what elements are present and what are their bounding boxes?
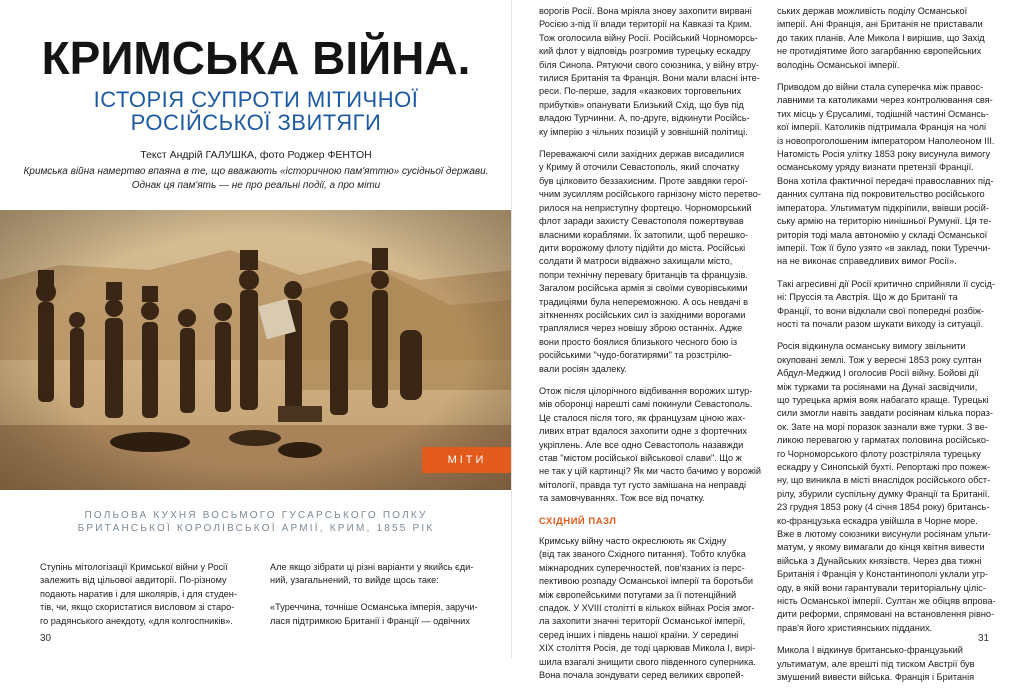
body-column-3 xyxy=(539,5,762,692)
body-line: ливих втрат вдалося захопити одне з фортечних xyxy=(539,426,748,437)
body-line: не протидіятиме його загарбанню європейських xyxy=(777,46,982,57)
body-line: із новопроголошеним імператором Наполеоном III. xyxy=(777,135,995,146)
page-number-right: 31 xyxy=(978,633,990,644)
body-line: Росією з-під її влади території на Кавказі та Крим. xyxy=(539,19,752,30)
body-line: кий флот у відповідь розгромив турецьку ескадру xyxy=(539,46,751,57)
photo-caption-line-1: ПОЛЬОВА КУХНЯ ВОСЬМОГО ГУСАРСЬКОГО ПОЛКУ xyxy=(84,510,428,521)
body-line: Кримську війну часто окреслюють як Східну xyxy=(539,536,727,547)
body-line: чним зусиллям російського гарнізону місто перетво- xyxy=(539,189,761,200)
body-line: прав'я його християнських підданих. xyxy=(777,622,933,633)
body-line: у Криму й оточили Севастополь, який спочатку xyxy=(539,162,740,173)
section-heading: СХІДНИЙ ПАЗЛ xyxy=(539,515,617,527)
body-line: дити реформи, спрямовані на встановлення рівно- xyxy=(777,609,995,620)
body-line: Це сталося після того, як французам ціною жах- xyxy=(539,412,746,423)
body-line: не так у цій картинці? Як ми часто бачимо у ворожій xyxy=(539,466,762,477)
body-line: змушений вивести війська. Франція і Британія xyxy=(777,672,975,683)
body-line: ку імперію з чільних позицій у зовнішній політиці. xyxy=(539,126,748,137)
lead-line-1: Кримська війна намертво впаяна в те, що вважають «історичною пам'яттю» сусідньої держави. xyxy=(23,166,489,177)
historical-photo xyxy=(0,210,512,490)
body-line: вони просто боялися близького чесного бою із xyxy=(539,336,738,347)
body-line: ний, узагальнений, то вийде щось таке: xyxy=(270,575,439,586)
body-line: рілу, збурили суспільну думку Франції та Британії. xyxy=(777,488,990,499)
body-line: між європейськими потугами за її потенційний xyxy=(539,589,737,600)
body-line: та замовчуваннях. Тож все від початку. xyxy=(539,493,705,504)
body-line xyxy=(270,588,475,601)
left-page xyxy=(0,0,512,658)
paragraph xyxy=(777,81,995,269)
body-line: залежить від цільової авдиторії. По-різному xyxy=(40,575,227,586)
body-line: ності та почали разом шукати виходу із ситуації. xyxy=(777,318,984,329)
body-line: ні: Пруссія та Австрія. Що ж до Британії та xyxy=(777,292,958,303)
body-line: дити ворожому флоту підійти до міста. Російські xyxy=(539,242,746,253)
body-line: серед інших і південь нашої країни. У середині xyxy=(539,629,739,640)
body-line: ських держав можливість поділу Османської xyxy=(777,6,968,16)
body-line: ультиматум, але врешті під тиском Австрії був xyxy=(777,658,975,669)
body-line: Такі агресивні дії Росії критично сприйняли її сусід- xyxy=(777,278,995,289)
body-line: окуповані землі. Тож у вересні 1853 року султан xyxy=(777,354,982,365)
body-line: пективою розпаду Османської імперії та боротьби xyxy=(539,576,753,587)
body-line: що турецька армія вояк набагато краще. Турецькі xyxy=(777,394,989,405)
body-line: 23 грудня 1853 року (4 січня 1854 року) британсь- xyxy=(777,502,990,513)
body-line: вали росіян здалеку. xyxy=(539,363,627,374)
body-line: попри технічну перевагу британців та французів. xyxy=(539,269,748,280)
body-line: мів оборонці нарешті самі покинули Севастополь. xyxy=(539,399,753,410)
body-line: рилося на неприступну фортецю. Чорноморський xyxy=(539,202,752,213)
body-line: Абдул-Меджид I оголосив Росії війну. Бойові дії xyxy=(777,368,979,379)
body-line: матум, у якому вимагали до кінця квітня вивести xyxy=(777,542,985,553)
body-line: Вже в лютому союзники висунули росіянам ульти- xyxy=(777,529,991,540)
paragraph xyxy=(777,278,995,332)
body-line: Ступінь мітологізації Кримської війни у Росії xyxy=(40,562,228,572)
body-line: тів, чи, якщо скористатися висловом зі старо- xyxy=(40,602,235,613)
body-line: на не виконає справедливих вимог Росії». xyxy=(777,256,957,267)
paragraph xyxy=(539,535,756,682)
paragraph xyxy=(777,340,996,635)
body-line: XIX століття Росія, де тоді царював Микола I, вирі- xyxy=(539,643,756,654)
page-number-left: 30 xyxy=(40,633,52,644)
body-line: Микола I відкинув британсько-французький xyxy=(777,645,963,656)
body-line: спадок. У XVIII столітті в кількох війнах Росія змог- xyxy=(539,603,755,614)
body-line: Тож оголосила війну Росії. Російський Чорноморсь- xyxy=(539,32,758,43)
paragraph xyxy=(539,385,762,506)
lead-line-2: Однак ця пам'ять — не про реальні події, а про міти xyxy=(131,180,381,191)
body-line: імперії. Ані Франція, ані Британія не приставали xyxy=(777,19,983,30)
body-line: прибутків» опанувати Близький Схід, що був під xyxy=(539,99,744,110)
body-line: імператора. Ультиматум підкріпили, ввівши росій- xyxy=(777,202,989,213)
body-line: флот заради захисту Севастополя пожертвував xyxy=(539,216,744,227)
body-line: став "містом російської військової слави". Що ж xyxy=(539,453,742,463)
body-line: ність Османської імперії. Султан же обіцяв впрова- xyxy=(777,596,996,607)
body-line: го Чорноморського флоту розстріляла турецьку xyxy=(777,448,981,459)
body-line: солдати й матроси відважно захищали місто, xyxy=(539,256,733,267)
body-line: ну, що виникла в місті внаслідок російського обст- xyxy=(777,475,991,486)
body-line: го радянського анекдоту, «для колгоспників». xyxy=(40,615,233,626)
body-line: до таких планів. Але Микола I вирішив, що Захід xyxy=(777,32,985,43)
body-line: тих місць у Єрусалимі, тодішній частині Османсь- xyxy=(777,108,989,119)
photo-caption-line-2: БРИТАНСЬКОЇ КОРОЛІВСЬКОЇ АРМІЇ, КРИМ, 1855 РІК xyxy=(77,523,435,534)
body-column-1 xyxy=(40,561,236,628)
body-line: ескадру у Синопській бухті. Репортажі про пожеж- xyxy=(777,462,991,472)
body-line: ла захопити значні території Османської імперії, xyxy=(539,616,746,627)
body-line: ликою перевагою у гарматах половина російсько- xyxy=(777,435,990,446)
body-line: Британія і Франція у Константинополі уклали угр- xyxy=(777,569,989,580)
paragraph xyxy=(539,148,761,376)
body-line: Загалом російська армія зі своїми суворівськими xyxy=(539,283,748,294)
body-line: лася підтримкою Британії і Франції — одвічних xyxy=(270,615,470,626)
body-line: кої імперії. Католиків підтримала Франція на чолі xyxy=(777,122,987,133)
body-line: владою Турчинни. А, по-друге, відкинути Російсь- xyxy=(539,113,750,124)
body-line: імперії. Тож її було узято «в заклад, поки Туреччи- xyxy=(777,242,991,253)
body-line: риторія тоді мала автономію у складі Османської xyxy=(777,229,988,240)
body-line: Вона хотіла фактичної передачі православних під- xyxy=(777,175,994,186)
body-line: Вона почала зондувати серед великих європей- xyxy=(539,670,744,681)
body-line: тилися Британія та Франція. Вони мали власні інте- xyxy=(539,73,760,84)
body-line: між турками та росіянами на Дунаї засвідчили, xyxy=(777,381,978,392)
body-line: «Туреччина, точніше Османська імперія, заручи- xyxy=(270,602,478,613)
body-line: траплялися через новішу зброю останніх. Адже xyxy=(539,323,743,334)
body-line: війська з Дунайських князівств. Через два тижні xyxy=(777,555,982,566)
body-column-4 xyxy=(777,5,996,694)
body-line: османському уряду визнати претензії Франції. xyxy=(777,162,974,173)
body-line: біля Синопа. Рятуючи свого союзника, у війну втру- xyxy=(539,59,760,70)
body-line: мітології, правда тут густо замішана на неправді xyxy=(539,479,747,490)
body-line: ську армію на територію нинішньої Румунії. Ця те- xyxy=(777,216,992,227)
body-line: лавними та католиками через контролювання свя- xyxy=(777,95,993,106)
body-column-2 xyxy=(270,561,478,628)
body-line: реси. По-перше, задля «казкових торговельних xyxy=(539,86,742,97)
right-page xyxy=(512,0,1024,683)
body-line: власними кораблями. Їх затопили, щоб перешко- xyxy=(539,229,749,240)
body-line: Росія відкинула османську вимогу звільнити xyxy=(777,341,966,352)
body-line: данних султана під покровительство російського xyxy=(777,189,985,200)
body-line: російськими "чудо-богатирями" та розстрілю- xyxy=(539,350,732,361)
body-line: Приводом до війни стала суперечка між правос- xyxy=(777,82,984,93)
paragraph xyxy=(539,5,760,139)
body-line: сили змогли навіть завдати росіянам кілька пораз- xyxy=(777,408,993,419)
body-line: ок. Зате на морі поразок зазнали вже турки. З ве- xyxy=(777,421,988,432)
body-line: міжнародних суперечностей, пов'язаних із перс- xyxy=(539,562,745,573)
body-line: Натомість Росія улітку 1853 року висунула вимогу xyxy=(777,149,991,160)
body-line: ко-французька ескадра увійшла в Чорне море. xyxy=(777,515,978,526)
article-title: КРИМСЬКА ВІЙНА. xyxy=(41,32,471,84)
section-badge: МІТИ xyxy=(422,447,512,473)
paragraph xyxy=(777,5,990,72)
body-line: укріплень. Але все одно Севастополь назавжди xyxy=(539,439,744,450)
body-line: шила взагалі знищити свого південного суперника. xyxy=(539,656,756,667)
body-line: оду, в якій вони гарантували територіальну ціліс- xyxy=(777,582,986,593)
body-line: володінь Османської імперії. xyxy=(777,59,900,70)
article-subtitle-line-2: РОСІЙСЬКОЇ ЗВИТЯГИ xyxy=(130,110,382,135)
body-line: традиціями була непереможною. А ось невдачі в xyxy=(539,296,749,307)
byline: Текст Андрій ГАЛУШКА, фото Роджер ФЕНТОН xyxy=(140,149,372,161)
body-line: (від так званого Східного питання). Тобто клубка xyxy=(539,549,746,560)
body-line: зіткненнях російських сил із західними ворогами xyxy=(539,309,746,320)
body-line: був цілковито беззахисним. Проте завдяки герої- xyxy=(539,175,748,186)
paragraph xyxy=(777,644,990,684)
article-subtitle-line-1: ІСТОРІЯ СУПРОТИ МІТИЧНОЇ xyxy=(93,87,419,112)
body-line: Отож після цілорічного відбивання ворожих штур- xyxy=(539,385,753,396)
body-line: ворогів Росії. Вона мріяла знову захопити вирвані xyxy=(539,6,752,16)
body-line: Франції, то вони відклали свої попередні розбіж- xyxy=(777,305,985,316)
body-line: Переважаючі сили західних держав висадилися xyxy=(539,149,745,160)
body-line: Але якщо зібрати ці різні варіанти у якийсь єди- xyxy=(270,562,474,572)
body-line: подають наратив і для школярів, і для студен- xyxy=(40,588,237,599)
